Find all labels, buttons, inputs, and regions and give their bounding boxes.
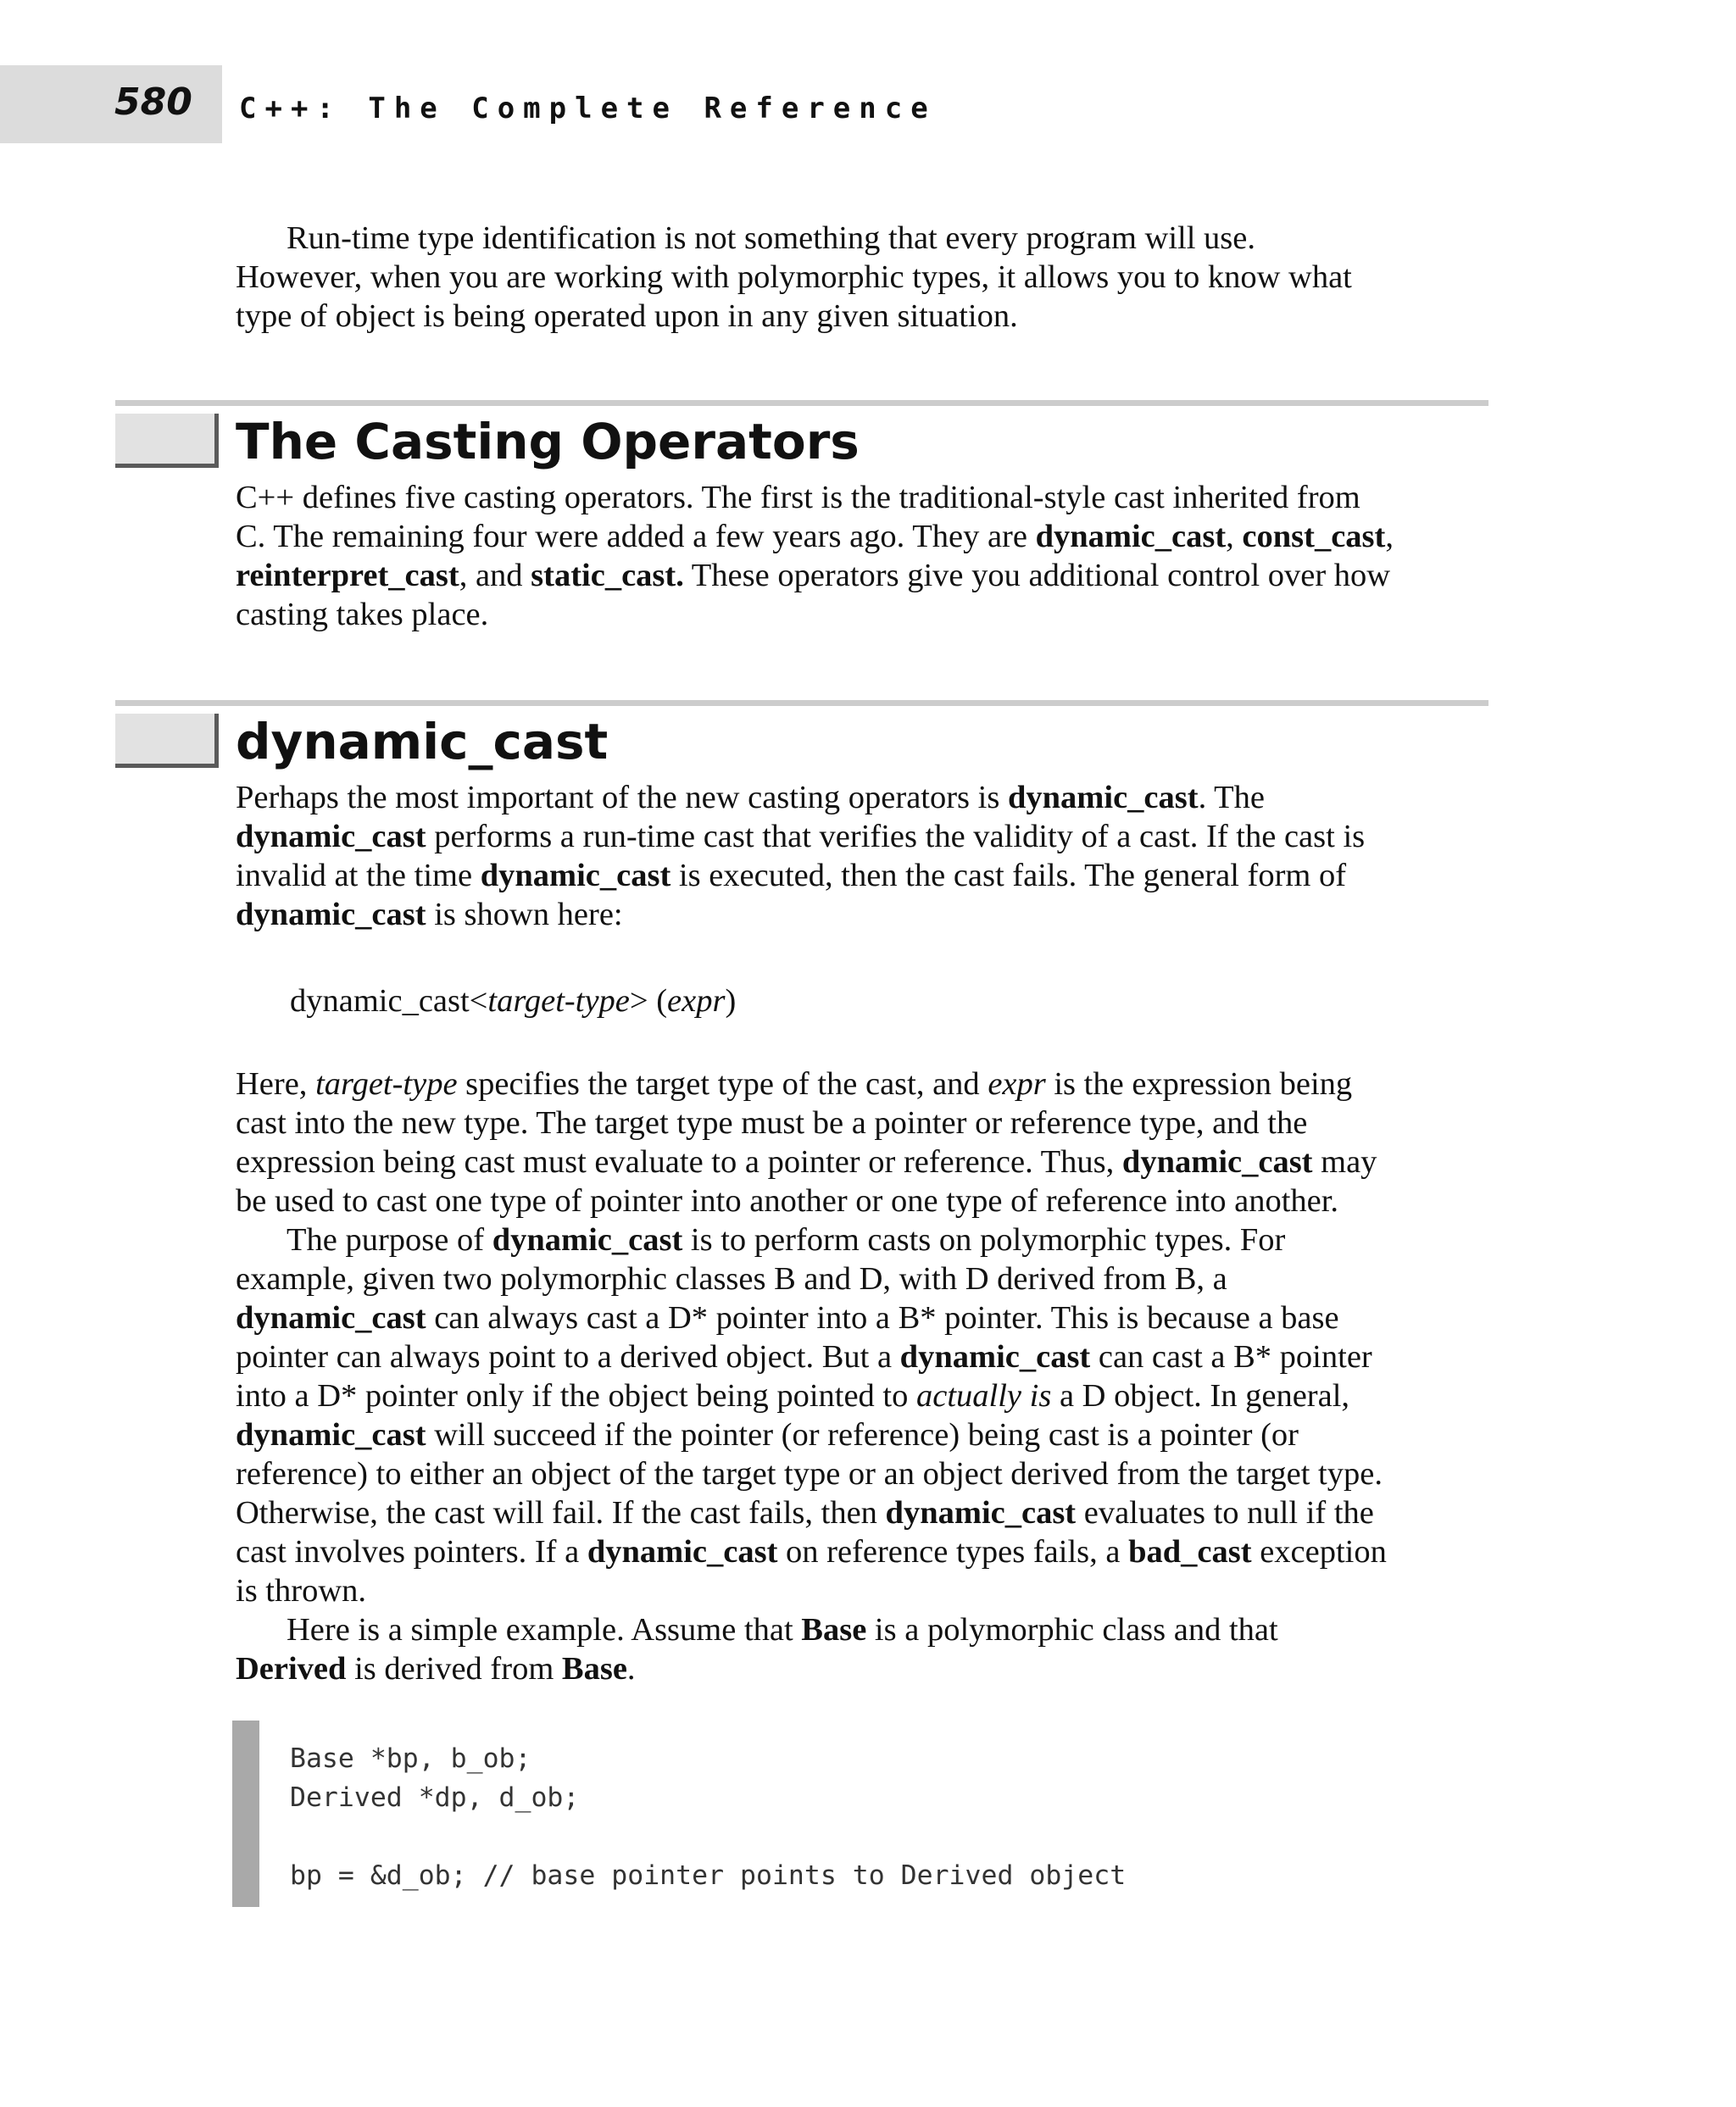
section-heading-dynamic-cast: dynamic_cast — [236, 713, 609, 770]
text-run: cast into the new type. The target type must be a pointer or reference type, and the — [236, 1105, 1308, 1141]
text-run: Here, — [236, 1066, 316, 1102]
text-run: . — [626, 1651, 636, 1687]
casting-operators-paragraph — [236, 478, 1490, 634]
bold-term: Base — [801, 1612, 867, 1648]
text-run: reference) to either an object of the target type or an object derived from the target type. — [236, 1456, 1383, 1492]
text-run: into a D* pointer only if the object being pointed to — [236, 1378, 916, 1414]
text-run: invalid at the time — [236, 858, 481, 893]
bold-term: dynamic_cast — [1007, 780, 1199, 815]
text-line — [236, 1104, 1490, 1142]
page-number: 580 — [114, 81, 192, 124]
text-run: example, given two polymorphic classes B and D, with D derived from B, a — [236, 1261, 1227, 1297]
text-run: is shown here: — [426, 897, 623, 932]
text-run: The purpose of — [287, 1222, 492, 1258]
italic-term: target-type — [487, 983, 630, 1019]
text-line — [236, 258, 1490, 297]
bold-term: static_cast. — [531, 558, 684, 593]
text-run: , — [1226, 519, 1243, 554]
bold-term: dynamic_cast — [492, 1222, 683, 1258]
text-run: can always cast a D* pointer into a B* pointer. This is because a base — [426, 1300, 1339, 1336]
text-line — [236, 856, 1490, 895]
text-run: ) — [725, 983, 737, 1019]
text-run: will succeed if the pointer (or reference) being cast is a pointer (or — [426, 1417, 1299, 1453]
text-run: casting takes place. — [236, 597, 489, 632]
bold-term: dynamic_cast — [480, 858, 671, 893]
text-run: performs a run-time cast that verifies the validity of a cast. If the cast is — [426, 819, 1366, 854]
text-run: Run-time type identification is not something that every program will use. — [287, 220, 1256, 256]
text-run: cast involves pointers. If a — [236, 1534, 587, 1570]
bold-term: Derived — [236, 1651, 347, 1687]
italic-term: actually is — [916, 1378, 1052, 1414]
text-line — [236, 1454, 1490, 1493]
code-line: Derived *dp, d_ob; — [290, 1782, 580, 1813]
bold-term: dynamic_cast — [236, 1417, 426, 1453]
text-run: exception — [1251, 1534, 1387, 1570]
text-run: specifies the target type of the cast, and — [457, 1066, 988, 1102]
text-line — [236, 1610, 1490, 1649]
bold-term: dynamic_cast — [885, 1495, 1077, 1531]
text-line — [236, 1337, 1490, 1376]
code-line: Base *bp, b_ob; — [290, 1743, 531, 1774]
bold-term: Base — [561, 1651, 627, 1687]
bold-term: dynamic_cast — [1121, 1144, 1313, 1180]
section-heading-casting-operators: The Casting Operators — [236, 413, 860, 470]
text-line — [236, 1065, 1490, 1104]
text-run: , and — [459, 558, 531, 593]
section-marker — [115, 714, 219, 768]
text-run: , — [1385, 519, 1394, 554]
text-run: is thrown. — [236, 1573, 366, 1609]
text-run: . The — [1198, 780, 1265, 815]
dynamic-cast-explanation — [236, 1065, 1490, 1688]
text-line — [236, 1259, 1490, 1298]
text-run: may — [1312, 1144, 1377, 1180]
italic-term: expr — [667, 983, 726, 1019]
text-run: type of object is being operated upon in any given situation. — [236, 298, 1018, 334]
intro-paragraph — [236, 219, 1490, 336]
text-line — [236, 1142, 1490, 1181]
bold-term: reinterpret_cast — [236, 558, 459, 593]
text-run: pointer can always point to a derived object. But a — [236, 1339, 900, 1375]
italic-term: target-type — [315, 1066, 458, 1102]
text-run: Otherwise, the cast will fail. If the cast fails, then — [236, 1495, 886, 1531]
bold-term: dynamic_cast — [236, 819, 426, 854]
text-line — [236, 817, 1490, 856]
bold-term: dynamic_cast — [587, 1534, 778, 1570]
text-line — [236, 1220, 1490, 1259]
section-rule — [115, 700, 1488, 706]
text-line — [236, 1181, 1490, 1220]
text-run: on reference types fails, a — [777, 1534, 1129, 1570]
text-run: is derived from — [346, 1651, 562, 1687]
bold-term: const_cast — [1242, 519, 1386, 554]
text-line — [236, 1532, 1490, 1571]
bold-term: dynamic_cast — [236, 897, 426, 932]
text-run: Here is a simple example. Assume that — [287, 1612, 802, 1648]
general-form — [290, 981, 1544, 1020]
bold-term: dynamic_cast — [1035, 519, 1227, 554]
text-run: evaluates to null if the — [1076, 1495, 1374, 1531]
italic-term: expr — [988, 1066, 1046, 1102]
section-rule — [115, 400, 1488, 406]
text-run: can cast a B* pointer — [1090, 1339, 1372, 1375]
text-line — [236, 778, 1490, 817]
text-run: C++ defines five casting operators. The first is the traditional-style cast inherited from — [236, 480, 1360, 515]
text-line — [236, 1376, 1490, 1415]
text-line — [236, 478, 1490, 517]
dynamic-cast-intro-paragraph — [236, 778, 1490, 934]
text-line — [236, 1649, 1490, 1688]
text-run: However, when you are working with polymorphic types, it allows you to know what — [236, 259, 1352, 295]
text-run: C. The remaining four were added a few years ago. They are — [236, 519, 1036, 554]
text-line — [236, 1298, 1490, 1337]
running-title: C++: The Complete Reference — [239, 92, 937, 125]
bold-term: dynamic_cast — [236, 1300, 426, 1336]
text-line — [236, 1415, 1490, 1454]
text-run: is the expression being — [1045, 1066, 1353, 1102]
code-line: bp = &d_ob; // base pointer points to Derived object — [290, 1860, 1127, 1891]
bold-term: bad_cast — [1128, 1534, 1252, 1570]
code-sidebar-bar — [232, 1721, 259, 1907]
text-line — [236, 517, 1490, 556]
text-run: dynamic_cast< — [290, 983, 488, 1019]
text-line — [236, 1493, 1490, 1532]
code-line — [290, 1817, 1126, 1856]
code-listing — [290, 1739, 1126, 1895]
section-marker — [115, 414, 219, 468]
text-run: is to perform casts on polymorphic types. For — [682, 1222, 1286, 1258]
text-run: These operators give you additional control over how — [683, 558, 1391, 593]
text-run: Perhaps the most important of the new casting operators is — [236, 780, 1008, 815]
text-run: is a polymorphic class and that — [866, 1612, 1278, 1648]
text-line — [236, 895, 1490, 934]
text-run: is executed, then the cast fails. The general form of — [670, 858, 1347, 893]
text-line — [236, 297, 1490, 336]
text-run: a D object. In general, — [1051, 1378, 1350, 1414]
text-run: be used to cast one type of pointer into another or one type of reference into another. — [236, 1183, 1339, 1219]
text-line — [236, 1571, 1490, 1610]
text-line — [236, 219, 1490, 258]
text-run: expression being cast must evaluate to a pointer or reference. Thus, — [236, 1144, 1122, 1180]
text-line — [236, 595, 1490, 634]
text-line — [236, 556, 1490, 595]
bold-term: dynamic_cast — [899, 1339, 1091, 1375]
text-run: > ( — [629, 983, 668, 1019]
